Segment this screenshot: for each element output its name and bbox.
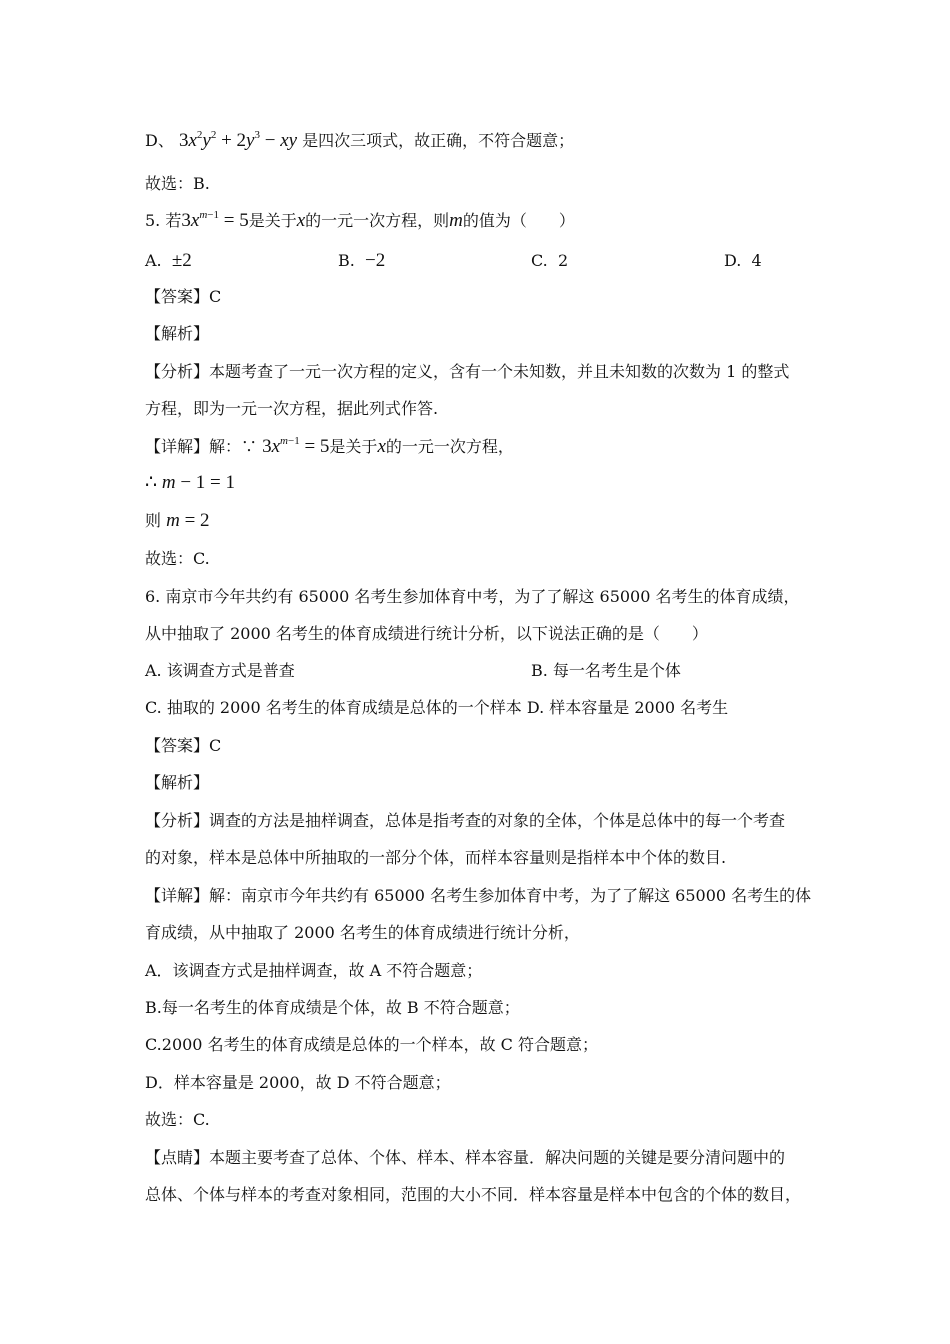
q5-analysis-heading: 【解析】 [145,324,210,343]
text: 的值为（ ） [462,211,575,230]
q5-option-c: C. 2 [531,251,569,270]
question-number: 5. [145,211,161,230]
text: 若 [165,211,182,230]
q6-detail-d: D．样本容量是 2000，故 D 不符合题意； [145,1073,451,1092]
q6-answer: 【答案】C [145,736,222,755]
q6-detail-b: B.每一名考生的体育成绩是个体，故 B 不符合题意； [145,998,520,1017]
q5-analysis-line1: 【分析】本题考查了一元一次方程的定义，含有一个未知数，并且未知数的次数为 1 的整式 [145,362,790,381]
math-expression: $3x^2y^2 + 2y^3$ − xy [178,129,298,151]
text: 的一元一次方程，则 [305,211,450,230]
q5-answer: 【答案】C [145,287,222,306]
q6-stem-line2: 从中抽取了 2000 名考生的体育成绩进行统计分析，以下说法正确的是（ ） [145,624,708,643]
text: D、 [145,131,174,150]
text: 是关于 [329,437,378,456]
q6-answer-choice: 故选：C. [145,1110,210,1129]
q6-detail-c: C.2000 名考生的体育成绩是总体的一个样本，故 C 符合题意； [145,1035,598,1054]
math-variable: x [377,436,386,457]
q4-option-d-explanation [145,130,574,152]
q5-step1: ∴ m − 1 = 1 [145,472,236,493]
q5-answer-choice: 故选：C. [145,549,210,568]
text: 是四次三项式，故正确，不符合题意； [302,131,575,150]
text: 的一元一次方程， [385,437,514,456]
q6-comment-line1: 【点睛】本题主要考查了总体、个体、样本、样本容量．解决问题的关键是要分清问题中的 [145,1148,786,1167]
q5-analysis-line2: 方程，即为一元一次方程，据此列式作答. [145,399,439,418]
text: 【详解】解：∵ [145,437,263,456]
q5-detail [145,436,514,458]
math-expression: $3x^{m-1} = 5$ [262,435,330,457]
q6-analysis-line2: 的对象，样本是总体中所抽取的一部分个体，而样本容量则是指样本中个体的数目. [145,848,727,867]
q6-detail-line1: 【详解】解：南京市今年共约有 65000 名考生参加体育中考，为了了解这 65000 名考生的体 [145,886,812,905]
q6-option-c: C. 抽取的 2000 名考生的体育成绩是总体的一个样本 D. 样本容量是 2000 名考生 [145,698,729,717]
math-expression: $3x^{m-1} = 5$ [181,209,249,231]
q6-option-b: B. 每一名考生是个体 [531,661,681,680]
q5-step2: 则 m = 2 [145,510,210,531]
q4-answer-choice: 故选：B. [145,174,210,193]
q6-comment-line2: 总体、个体与样本的考查对象相同，范围的大小不同．样本容量是样本中包含的个体的数目， [145,1185,802,1204]
q6-analysis-heading: 【解析】 [145,773,210,792]
q5-stem [145,210,575,232]
math-variable: m [449,210,463,231]
q6-detail-a: A．该调查方式是抽样调查，故 A 不符合题意； [145,961,483,980]
q5-option-d: D. 4 [724,251,762,270]
math-variable: x [296,210,306,231]
q6-stem-line1: 6. 南京市今年共约有 65000 名考生参加体育中考，为了了解这 65000 名考生的体育成绩， [145,587,800,606]
q5-option-b: B. −2 [338,250,386,271]
q6-option-a: A. 该调查方式是普查 [145,661,295,680]
text: 是关于 [248,211,297,230]
q5-option-a: A. ±2 [145,250,192,271]
q6-detail-line2: 育成绩，从中抽取了 2000 名考生的体育成绩进行统计分析， [145,923,580,942]
q6-analysis-line1: 【分析】调查的方法是抽样调查，总体是指考查的对象的全体，个体是总体中的每一个考查 [145,811,786,830]
